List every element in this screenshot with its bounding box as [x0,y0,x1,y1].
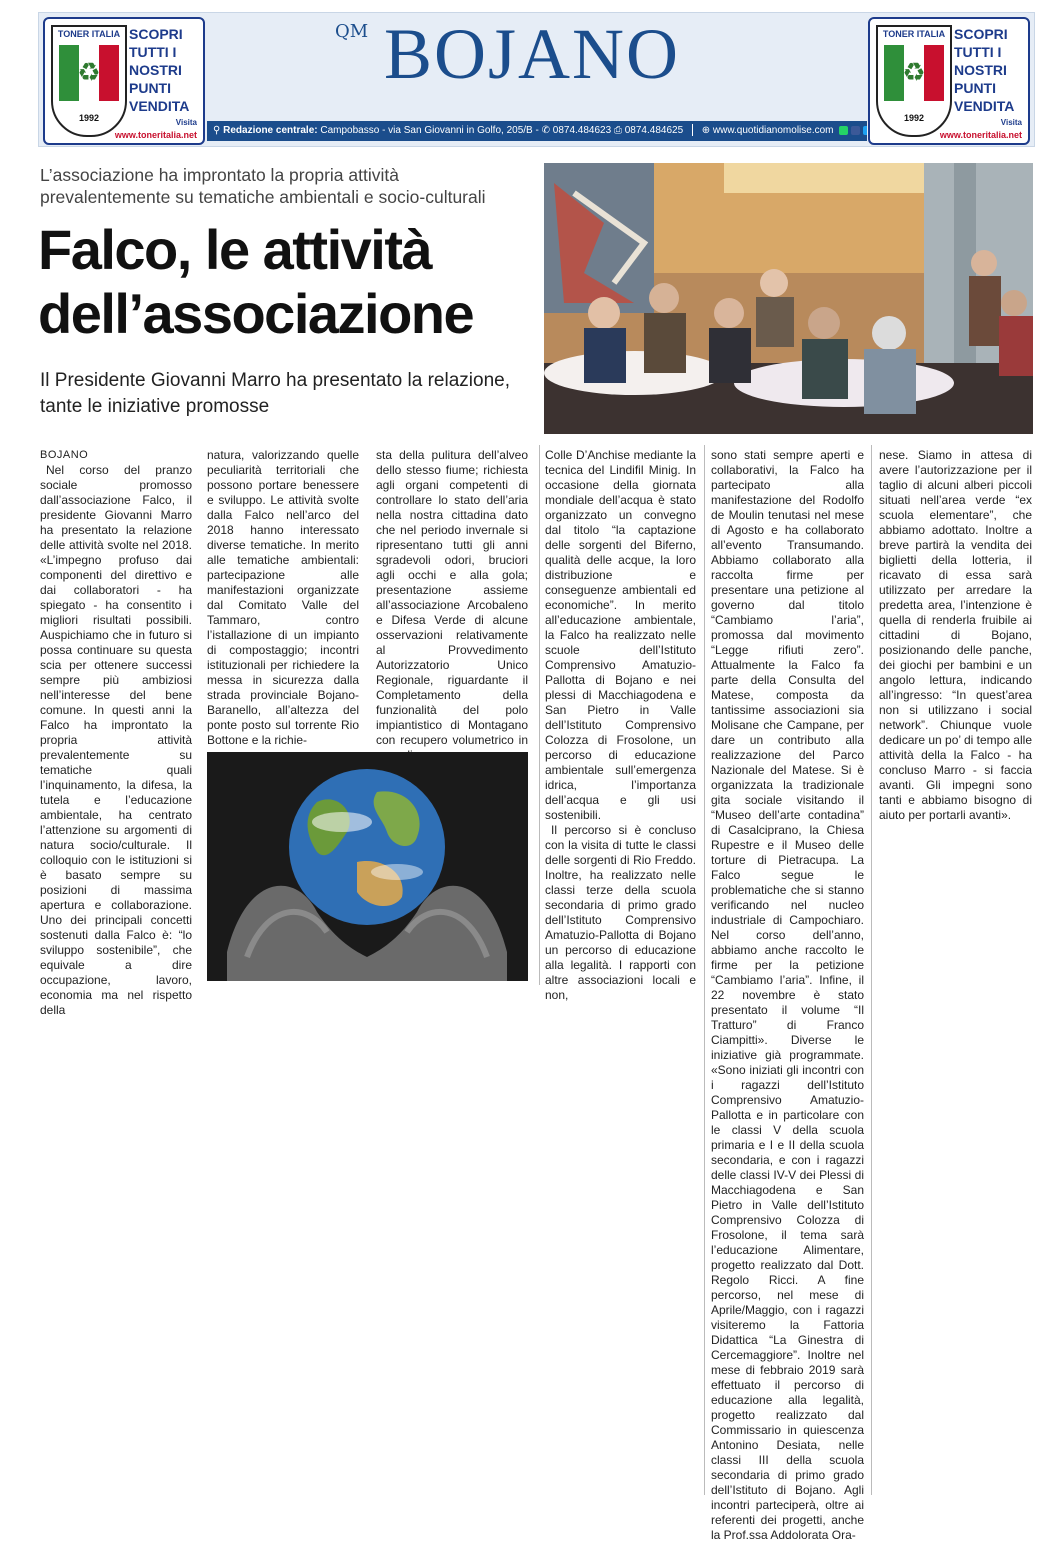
masthead-header [38,12,1035,147]
article-headline: Falco, le attività dell’associazione [38,218,474,345]
ad-slogan: SCOPRI TUTTI I NOSTRI PUNTI VENDITA [129,26,190,114]
toner-italia-logo [876,25,952,137]
toner-italia-logo [51,25,127,137]
newsroom-website[interactable]: www.quotidianomolise.com [712,125,834,136]
ad-brand: TONER ITALIA [57,29,121,39]
article-column-6 [879,448,1032,823]
article-body-col5: sono stati sempre aperti e collaborativi, la Falco ha partecipato alla manifestazione del Rodolfo de Moulin tenutasi nel mese di Agosto e ha collaborato all’evento Transumando. Abbiamo collaborato alla raccolta firme per presentare una petizione al governo dal titolo “Cambiamo l’aria”, promossa dal movimento “Legge rifiuti zero”. Attualmente la Falco fa parte della Consulta del Matese, composta da tantissime associazioni sia Molisane che Campane, per dare un contributo alla realizzazione del Parco Nazionale del Matese. Si è organizzata la tradizionale gita sociale visitando il “Museo dell’arte contadina” di Casalciprano, la Chiesa Rupestre e il Museo delle torture di Pietracupa. La Falco segue le problematiche che si stanno verificando nel nucleo industriale di Campochiaro. Nel corso dell’anno, abbiamo anche raccolto le firme per la petizione “Cambiamo l’aria”. Infine, il 22 novembre è stato presentato il volume “Il Tratturo” di Franco Ciampitti». Diverse le iniziative già programmate. «Sono iniziati gli incontri con i ragazzi dell’Istituto Comprensivo Amatuzio-Pallotta e in particolare con le classi V della scuola primaria e I e II della scuola secondaria, e con i ragazzi delle classi IV-V dei Plessi di Macchiagodena e San Pietro in Valle dell’Istituto Comprensivo Colozza di Frosolone, il tema sarà l’educazione Alimentare, progetto realizzato dal Dott. Regolo Ricci. A fine percorso, nel mese di Aprile/Maggio, con i ragazzi visiteremo la Fattoria Didattica “La Ginestra di Cercemaggiore”. Inoltre nel mese di febbraio 2019 sarà effettuato il percorso di educazione alla legalità, progetto realizzato dal Commissario in quiescenza Antonino Desiata, nelle classi III della scuola secondaria di primo grado dell’Istituto di Bojano. Agli incontri parteciperà, oltre ai referenti dei progetti, anche la Prof.ssa Addolorata Ora- [711,448,864,1542]
toner-italia-ad-left[interactable] [43,17,205,145]
article-kicker: L’associazione ha improntato la propria attività prevalentemente su tematiche ambientali e socio-culturali [40,165,486,207]
article-dateline: BOJANO [40,449,89,461]
ad-visit-label: Visita [1000,118,1022,127]
article-column-4 [545,448,696,1003]
photo-social-lunch [544,163,1033,434]
article-column-3 [376,448,528,763]
recycle-icon: ♻ [77,57,101,87]
divider [692,124,693,136]
facebook-icon[interactable] [851,126,860,135]
whatsapp-icon[interactable] [839,126,848,135]
article-column-5 [711,448,864,1543]
phone-icon: ✆ [541,125,550,136]
photo-hands-holding-earth [207,752,528,981]
article-body-col4b: Il percorso si è concluso con la visita di tutte le classi delle sorgenti di Rio Freddo. Inoltre, ha realizzato nelle classi terze della scuola secondaria di primo grado dell’Istituto Comprensivo Amatuzio-Pallotta di Bojano un percorso di educazione alla legalità. I rapporti con altre associazioni locali e non, [545,823,696,1002]
ad-year: 1992 [78,113,100,123]
masthead-prefix: QM [335,21,369,42]
twitter-icon[interactable] [863,126,867,135]
article-body-col4a: Colle D’Anchise mediante la tecnica del Lindifil Minig. In occasione della giornata mondiale dell’acqua è stato organizzato un convegno dal titolo “la captazione delle sorgenti del Biferno, qualità delle acque, la loro distribuzione e conseguenze ambientali ed economiche”. In merito all’educazione ambientale, la Falco ha realizzato nelle scuole dell’Istituto Comprensivo Amatuzio-Pallotta di Bojano e nei plessi di Macchiagodena e San Pietro in Valle dell’Istituto Comprensivo Colozza di Frosolone, un percorso di educazione ambientale sull’emergenza idrica, l’importanza dell’acqua e gli usi sostenibili. [545,448,696,822]
ad-url[interactable]: www.toneritalia.net [939,130,1022,140]
ad-url[interactable]: www.toneritalia.net [114,130,197,140]
newsroom-phone: 0874.484623 [552,125,612,136]
ad-year: 1992 [903,113,925,123]
column-divider [539,445,540,985]
ad-slogan: SCOPRI TUTTI I NOSTRI PUNTI VENDITA [954,26,1015,114]
article-body-col3: sta della pulitura dell’alveo dello stesso fiume; richiesta agli organi competenti di controllare lo stato dell’aria nella nostra cittadina dato che nel periodo invernale si ripresentano tutti gli anni sgradevoli odori, bruciori agli occhi e alla gola; presentazione assieme all’associazione Arcobaleno e Difesa Verde di alcune osservazioni relativamente al Provvedimento Autorizzatorio Unico Regionale, riguardante il Completamento della funzionalità del polo impiantistico di Montagano con recupero volumetrico in [376,448,528,747]
column-divider [704,445,705,1495]
ad-brand: TONER ITALIA [882,29,946,39]
article-body-col2: natura, valorizzando quelle peculiarità territoriali che possono portare benessere e sviluppo. Le attività svolte dalla Falco nell’arco del 2018 hanno interessato diverse tematiche. In merito alle tematiche ambientali: partecipazione alle manifestazioni organizzate dal Comitato Valle del Tammaro, contro l’istallazione di un impianto di compostaggio; incontri istituzionali per richiedere la messa in sicurezza dalla strada provinciale Bojano-Baranello, all’altezza del ponte posto sul torrente Rio Bottone e la richie- [207,448,359,747]
newsroom-label: Redazione centrale: [223,125,318,136]
column-divider [871,445,872,1495]
article-column-1 [40,448,192,1018]
article-body-col1: Nel corso del pranzo sociale promosso dall’associazione Falco, il presidente Giovanni Marro ha presentato la relazione delle attività svolte nel 2018. «L’impegno profuso dai componenti del direttivo e dai collaboratori - ha spiegato - ha consentito i migliori risultati possibili. Auspichiamo che in futuro si possa continuare su questa scia per ottenere successi sempre più ambiziosi nell’interesse del bene comune. In questi anni la Falco ha improntato la propria attività prevalentemente su tematiche quali l’inquinamento, la difesa, la tutela e l’educazione ambientale, ha centrato l’attenzione su argomenti di natura socio/culturale. Il colloquio con le istituzioni si è basato sempre su posizioni di massima apertura e collaborazione. Uno dei principali concetti sostenuti dalla Falco è: “lo sviluppo sostenibile”, che equivale a dire occupazione, lavoro, economia ma nel rispetto della [40,463,192,1017]
newsroom-fax: 0874.484625 [624,125,684,136]
article-body-col6: nese. Siamo in attesa di avere l’autorizzazione per il taglio di alcuni alberi piccoli situati nell’area verde “ex scuola elementare”, che abbiamo adottato. Inoltre a breve partirà la vendita dei biglietti della lotteria, il ricavato di essa sarà utilizzato per arredare la predetta area, l’intenzione è quella di renderla fruibile ai cittadini di Bojano, posizionando delle panche, dei giochi per bambini e un angolo lettura, indicando all’ingresso: “In quest’area non si utilizzano i social network”. Chiunque vuole dedicare un po’ di tempo alle attività della la Falco - ha concluso Marro - si faccia avanti. Gli impegni sono tanti e abbiamo bisogno di aiuto per portarli avanti». [879,448,1032,822]
newsroom-info-bar: ⚲ Redazione centrale: Campobasso - via San Giovanni in Golfo, 205/B - ✆ 0874.484623 ⎙ 0874.484625 ⊕ www.quotidianomolise.com [207,121,867,141]
location-pin-icon: ⚲ [213,125,221,136]
ad-visit-label: Visita [175,118,197,127]
article-subhead: Il Presidente Giovanni Marro ha presentato la relazione, tante le iniziative promosse [40,370,510,417]
fax-icon: ⎙ [613,125,622,136]
web-icon: ⊕ [701,125,711,136]
masthead-title: BOJANO [384,14,681,94]
newsroom-address: Campobasso - via San Giovanni in Golfo, 205/B [320,125,533,136]
article-column-2 [207,448,359,748]
recycle-icon: ♻ [902,57,926,87]
toner-italia-ad-right[interactable] [868,17,1030,145]
